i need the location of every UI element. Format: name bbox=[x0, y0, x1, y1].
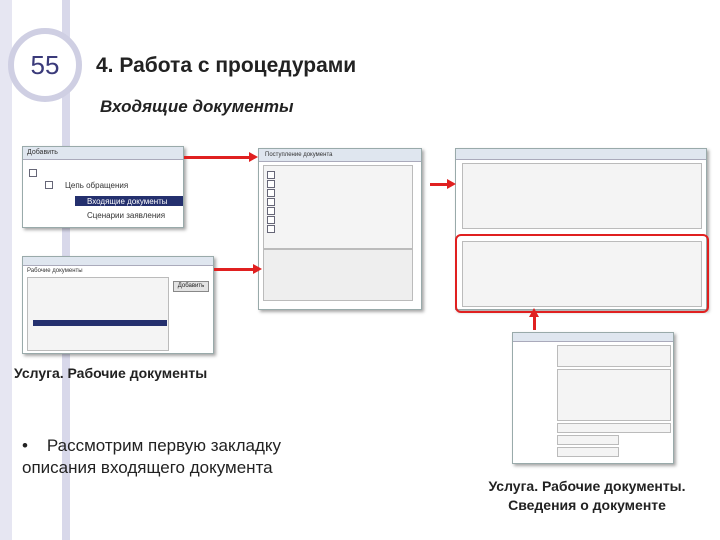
bullet-text bbox=[22, 435, 352, 479]
tree-expander-icon bbox=[29, 169, 37, 177]
tree-item-scenarios[interactable]: Сценарии заявления bbox=[87, 211, 166, 220]
screenshot-document-info bbox=[512, 332, 674, 464]
dialog-list[interactable] bbox=[263, 165, 413, 249]
workdocs-selection bbox=[33, 320, 167, 326]
dialog-lower-area bbox=[263, 249, 413, 301]
form-highlight-box bbox=[455, 234, 709, 313]
screenshot-tree bbox=[22, 146, 184, 228]
info-field[interactable] bbox=[557, 447, 619, 457]
info-field[interactable] bbox=[557, 345, 671, 367]
screenshot-workdocs bbox=[22, 256, 214, 354]
workdocs-tabs bbox=[23, 257, 213, 266]
bullet-content: Рассмотрим первую закладку описания входящего документа bbox=[22, 436, 282, 477]
screenshot-dialog bbox=[258, 148, 422, 310]
form-tabs bbox=[456, 149, 706, 160]
tree-tab-add[interactable]: Добавить bbox=[27, 149, 58, 156]
arrow-right-to-dialog bbox=[184, 156, 250, 159]
workdocs-list[interactable] bbox=[27, 277, 169, 351]
tree-item-incoming[interactable]: Входящие документы bbox=[87, 197, 168, 206]
form-tree-area[interactable] bbox=[462, 163, 702, 229]
workdocs-add-button[interactable]: Добавить bbox=[173, 281, 209, 292]
tree-expander-icon bbox=[45, 181, 53, 189]
info-titlebar bbox=[513, 333, 673, 342]
workdocs-header: Рабочие документы bbox=[27, 268, 83, 274]
slide-title: 4. Работа с процедурами bbox=[96, 54, 357, 77]
caption-doc-info-line1: Услуга. Рабочие документы. bbox=[488, 478, 686, 494]
caption-doc-info bbox=[462, 477, 712, 515]
slide-subtitle: Входящие документы bbox=[100, 97, 294, 116]
info-text-area[interactable] bbox=[557, 369, 671, 421]
tree-item-chain[interactable]: Цепь обращения bbox=[65, 181, 129, 190]
arrow-right-to-form bbox=[430, 183, 448, 186]
arrow-right-from-workdocs bbox=[214, 268, 254, 271]
arrow-up-to-form bbox=[533, 316, 536, 330]
caption-service-docs: Услуга. Рабочие документы bbox=[14, 365, 208, 381]
caption-doc-info-line2: Сведения о документе bbox=[508, 497, 666, 513]
info-field[interactable] bbox=[557, 435, 619, 445]
info-field[interactable] bbox=[557, 423, 671, 433]
bullet-dot: • bbox=[22, 436, 47, 455]
dialog-title: Поступление документа bbox=[265, 152, 333, 158]
slide-number: 55 bbox=[30, 50, 60, 80]
